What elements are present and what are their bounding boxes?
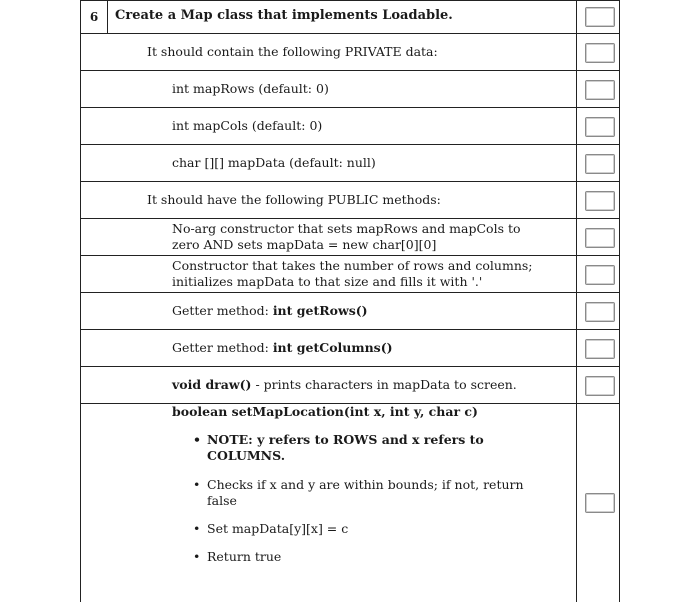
requirement-row [80, 107, 620, 144]
item-title: Create a Map class that implements Loadable. [115, 8, 453, 23]
bullet-glyph: • [193, 432, 201, 447]
requirement-text: char [][] mapData (default: null) [172, 155, 376, 170]
requirement-text: int mapRows (default: 0) [172, 81, 329, 96]
check-column [576, 330, 619, 366]
requirement-row [80, 403, 620, 602]
requirement-text-line1: Constructor that takes the number of rows and columns; [172, 258, 533, 273]
bullet-glyph: • [193, 549, 201, 564]
check-column [576, 256, 619, 292]
list-item [193, 549, 282, 565]
requirement-row [80, 366, 620, 403]
bullet-text-line2: COLUMNS. [207, 447, 286, 463]
requirement-text-line2: initializes mapData to that size and fills it with '.' [172, 274, 483, 289]
requirement-row [80, 255, 620, 292]
requirement-text [172, 340, 393, 356]
list-item [193, 521, 349, 537]
item-header-row [80, 0, 620, 33]
bullet-text-line1: Checks if x and y are within bounds; if not, return [207, 477, 524, 492]
check-column [576, 219, 619, 255]
check-column [576, 1, 619, 33]
section-heading: It should contain the following PRIVATE data: [147, 44, 438, 59]
checkbox[interactable] [585, 265, 615, 285]
checkbox[interactable] [585, 493, 615, 513]
requirement-suffix: - prints characters in mapData to screen. [251, 377, 517, 392]
requirement-row [80, 218, 620, 255]
checkbox[interactable] [585, 117, 615, 137]
check-column [576, 108, 619, 144]
checkbox[interactable] [585, 376, 615, 396]
requirement-text [172, 303, 368, 319]
bullet-text-line2: false [207, 492, 237, 508]
method-signature: void draw() [172, 377, 252, 392]
method-signature: boolean setMapLocation(int x, int y, char c) [172, 404, 478, 419]
bullet-text: Return true [207, 549, 282, 564]
requirement-row [80, 33, 620, 70]
check-column [576, 182, 619, 218]
checkbox[interactable] [585, 339, 615, 359]
method-signature: int getRows() [272, 303, 368, 318]
bullet-glyph: • [193, 521, 201, 536]
list-item [193, 477, 524, 508]
requirement-text: int mapCols (default: 0) [172, 118, 323, 133]
checkbox[interactable] [585, 191, 615, 211]
requirement-row [80, 70, 620, 107]
requirement-text-line2: zero AND sets mapData = new char[0][0] [172, 237, 437, 252]
check-column [576, 404, 619, 602]
checkbox[interactable] [585, 154, 615, 174]
bullet-text: Set mapData[y][x] = c [207, 521, 349, 536]
requirement-prefix: Getter method: [172, 303, 273, 318]
check-column [576, 71, 619, 107]
section-heading: It should have the following PUBLIC methods: [147, 192, 441, 207]
checkbox[interactable] [585, 302, 615, 322]
requirement-text-line1: No-arg constructor that sets mapRows and mapCols to [172, 221, 521, 236]
method-signature: int getColumns() [272, 340, 393, 355]
check-column [576, 34, 619, 70]
requirement-row [80, 329, 620, 366]
requirement-row [80, 181, 620, 218]
checkbox[interactable] [585, 43, 615, 63]
requirement-text [172, 377, 517, 393]
check-column [576, 293, 619, 329]
item-number: 6 [81, 1, 108, 33]
checkbox[interactable] [585, 228, 615, 248]
list-item [193, 432, 484, 463]
requirement-prefix: Getter method: [172, 340, 273, 355]
check-column [576, 145, 619, 181]
bullet-text-line1: NOTE: y refers to ROWS and x refers to [207, 432, 484, 447]
bullet-glyph: • [193, 477, 201, 492]
check-column [576, 367, 619, 403]
requirement-row [80, 144, 620, 181]
checkbox[interactable] [585, 7, 615, 27]
requirement-row [80, 292, 620, 329]
checkbox[interactable] [585, 80, 615, 100]
